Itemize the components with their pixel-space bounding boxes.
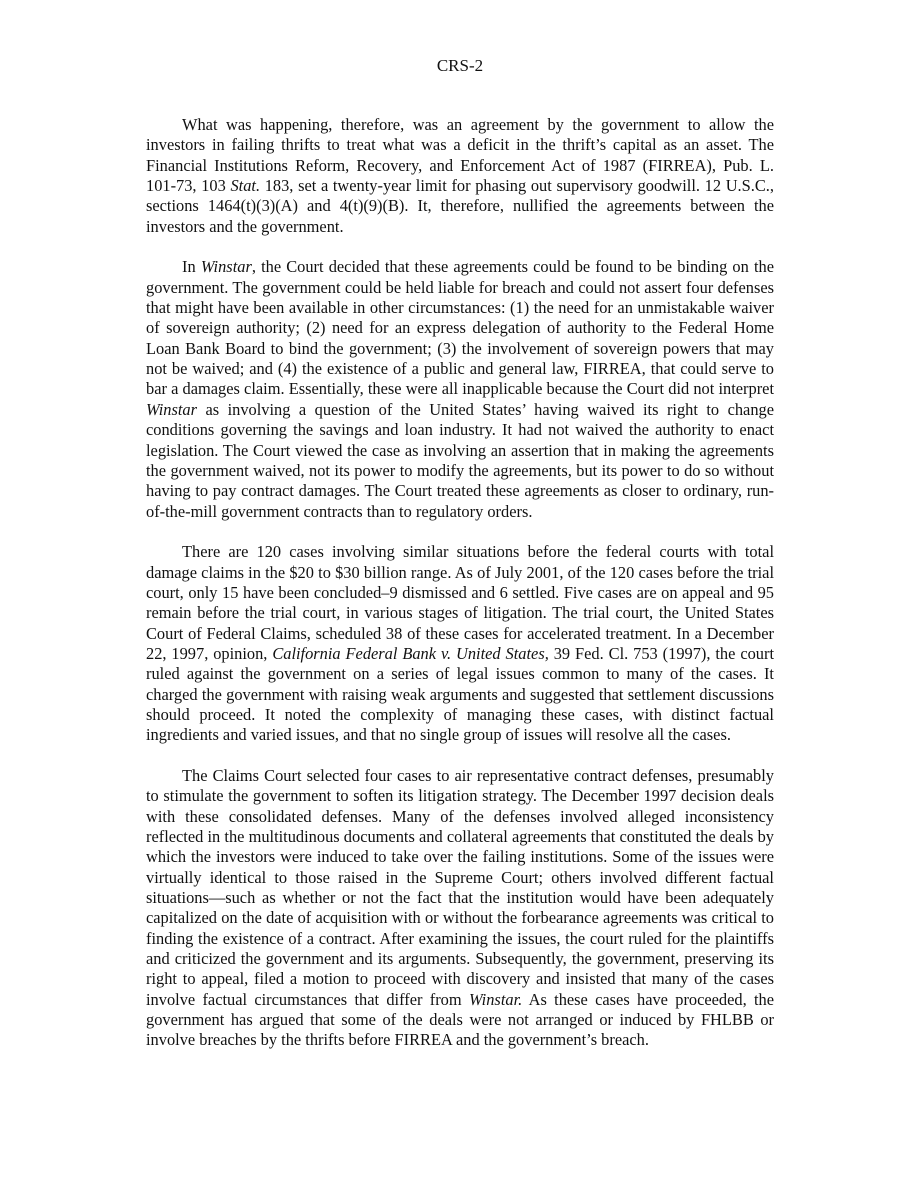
italic-case-name: Winstar. <box>468 989 523 1009</box>
paragraph-pending-cases <box>146 542 774 745</box>
paragraph-winstar-holding <box>146 257 774 521</box>
paragraph-claims-court <box>146 766 774 1051</box>
italic-case-name: California Federal Bank v. United States, <box>272 643 549 663</box>
page-header <box>0 55 920 77</box>
italic-citation: Stat. <box>230 176 261 196</box>
text-run: In <box>182 257 201 277</box>
text-run: 39 Fed. Cl. 753 (1997), the court ruled against the government on a series of legal issues common to many of the cases. It charged the government with raising weak arguments and suggested that settlement discussions should proceed. It noted the complexity of managing these cases, with distinct factual ingredients and varied issues, and that no single group of issues will resolve all the cases. <box>146 643 774 745</box>
document-body <box>146 115 774 1051</box>
text-run: What was happening, therefore, was an agreement by the government to allow the investors in failing thrifts to treat what was a deficit in the thrift’s capital as an asset. The Financial Institutions Reform, Recovery, and Enforcement Act of 1987 (FIRREA), Pub. L. 101-73, 103 <box>146 115 774 196</box>
text-run: , the Court decided that these agreements could be found to be binding on the government. The government could be held liable for breach and could not assert four defenses that might have been available in other circumstances: (1) the need for an unmistakable waiver of sovereign authority; (2) need for an express delegation of authority to the Federal Home Loan Bank Board to bind the government; (3) the involvement of sovereign powers that may not be waived; and (4) the existence of a public and general law, FIRREA, that could serve to bar a damages claim. Essentially, these were all inapplicable because the Court did not interpret <box>146 257 774 399</box>
text-run: 183, set a twenty-year limit for phasing out supervisory goodwill. 12 U.S.C., sections 1464(t)(3)(A) and 4(t)(9)(B). It, therefore, nullified the agreements between the investors and the government. <box>146 176 774 236</box>
page-number: CRS-2 <box>436 56 484 75</box>
italic-case-name: Winstar <box>146 399 198 419</box>
text-run: as involving a question of the United States’ having waived its right to change conditions governing the savings and loan industry. It had not waived the authority to enact legislation. The Court viewed the case as involving an assertion that in making the agreements the government waived, not its power to modify the agreements, but its power to do so without having to pay contract damages. The Court treated these agreements as closer to ordinary, run-of-the-mill government contracts than to regulatory orders. <box>146 399 774 521</box>
text-run: The Claims Court selected four cases to air representative contract defenses, presumably to stimulate the government to soften its litigation strategy. The December 1997 decision deals with these consolidated defenses. Many of the defenses involved alleged inconsistency reflected in the multitudinous documents and collateral agreements that constituted the deals by which the investors were induced to take over the failing institutions. Some of the issues were virtually identical to those raised in the Supreme Court; others involved different factual situations—such as whether or not the fact that the institution would have been adequately capitalized on the date of acquisition with or without the forbearance agreements was critical to finding the existence of a contract. After examining the issues, the court ruled for the plaintiffs and criticized the government and its arguments. Subsequently, the government, preserving its right to appeal, filed a motion to proceed with discovery and insisted that many of the cases involve factual circumstances that differ from <box>146 766 774 1009</box>
paragraph-firrea-background <box>146 115 774 237</box>
text-run: As these cases have proceeded, the government has argued that some of the deals were not arranged or induced by FHLBB or involve breaches by the thrifts before FIRREA and the government’s breach. <box>146 989 775 1050</box>
text-run: There are 120 cases involving similar situations before the federal courts with total damage claims in the $20 to $30 billion range. As of July 2001, of the 120 cases before the trial court, only 15 have been concluded–9 dismissed and 6 settled. Five cases are on appeal and 95 remain before the trial court, in various stages of litigation. The trial court, the United States Court of Federal Claims, scheduled 38 of these cases for accelerated treatment. In a December 22, 1997, opinion, <box>146 542 774 663</box>
italic-case-name: Winstar <box>200 257 252 277</box>
